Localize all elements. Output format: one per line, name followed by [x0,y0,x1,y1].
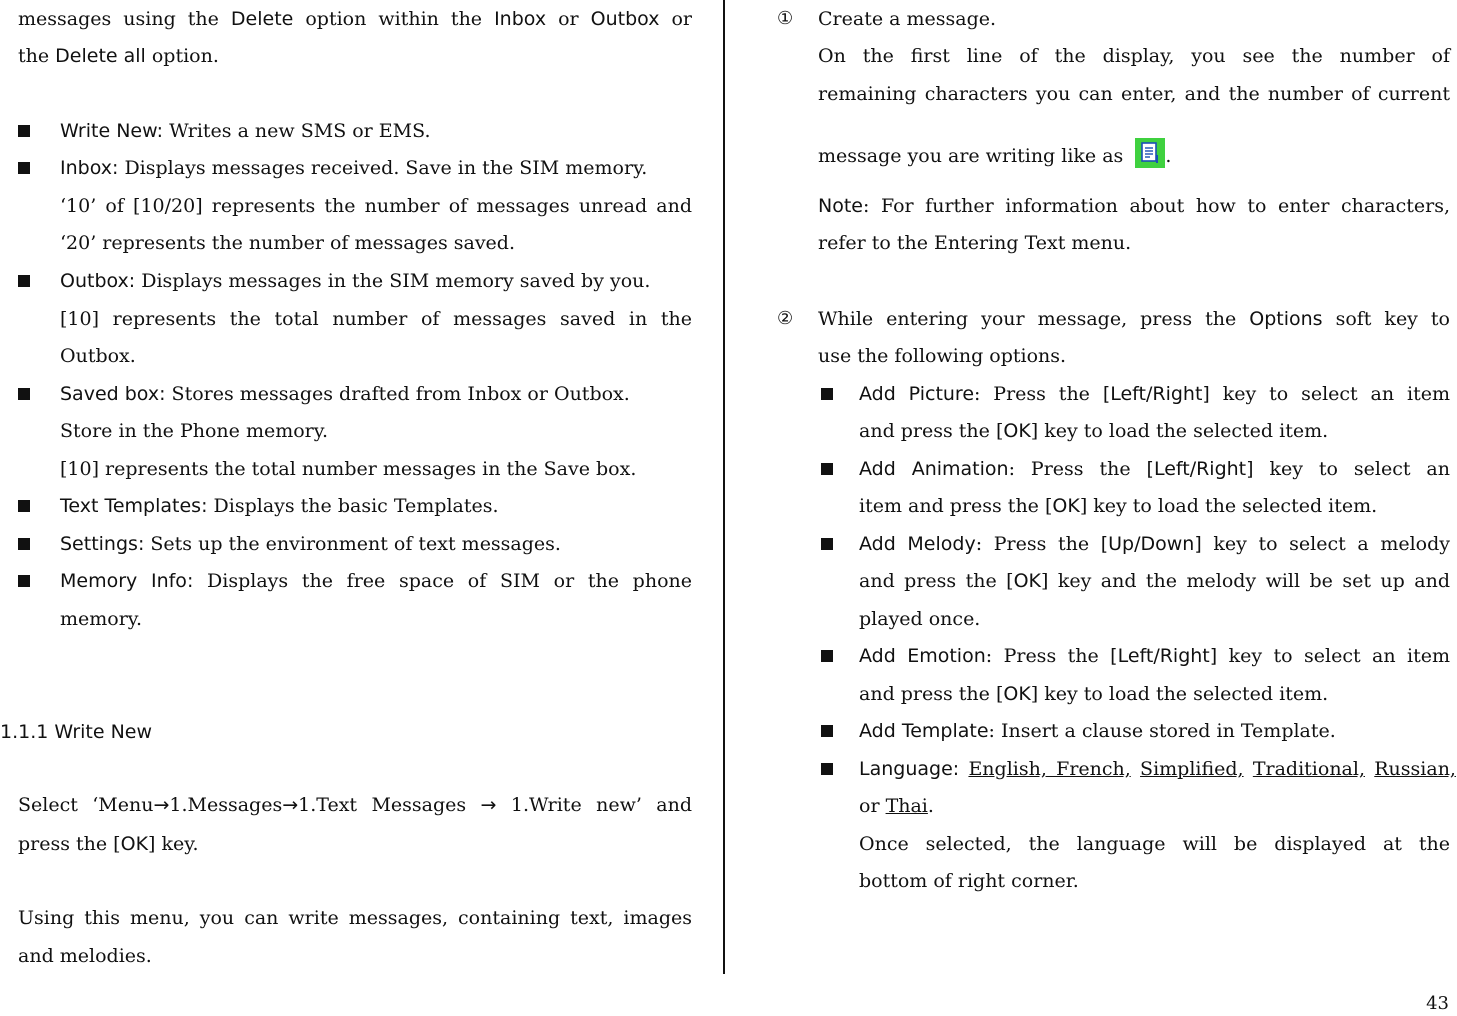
option-text: and press the [ [859,570,1014,592]
item-desc: Writes a new SMS or EMS. [169,120,431,142]
step2-line2: use the following options. [818,345,1067,367]
item-outbox [60,269,650,293]
step1-line3: remaining characters you can enter, and the number of current [818,83,1450,105]
option-term: Add Emotion [859,645,986,667]
step2-text: soft key to [1322,308,1450,330]
item-sep: : [112,157,125,179]
option-text: : Press the [975,533,1101,555]
bullet-icon [18,575,30,587]
page-number: 43 [1426,993,1449,1014]
key-label: [Left/Right] [1102,383,1210,405]
bullet-icon [18,500,30,512]
select-line-1 [18,793,692,817]
arrow-icon: → [480,794,497,816]
item-sep: : [156,120,170,142]
option-add-emotion-l2 [859,682,1328,706]
inbox-term: Inbox [494,8,547,30]
step2-line1 [818,307,1450,331]
bullet-icon [821,463,833,475]
select-text: 1.Write new’ and [496,794,692,816]
option-add-melody-l3: played once. [859,608,981,630]
select-text: 1.Messages [169,794,283,816]
item-sep: : [159,383,172,405]
option-language-once-1: Once selected, the language will be displayed at the [859,833,1450,855]
item-sep: : [128,270,142,292]
option-term: Add Animation [859,458,1009,480]
option-text: : Press the [985,645,1111,667]
option-term: Add Picture [859,383,975,405]
step1-line1: Create a message. [818,8,997,30]
select-line-2 [18,832,199,856]
arrow-icon: → [282,794,299,816]
item-term: Inbox [60,157,112,179]
item-desc: Displays messages in the SIM memory saved by you. [141,270,651,292]
option-add-picture [859,382,1450,406]
select-text: press the [ [18,833,121,855]
ok-key: OK [120,833,149,855]
option-language-l2 [859,794,934,818]
item-term: Text Templates [60,495,202,517]
ok-key: OK [1003,420,1031,442]
option-text: : Press the [1008,458,1147,480]
item-inbox-sub: ‘10’ of [10/20] represents the number of messages unread and [60,195,692,217]
option-sep: : [952,758,969,780]
option-text: and press the [ [859,683,1004,705]
item-saved-box-sub: [10] represents the total number messages in the Save box. [60,458,637,480]
note-line-1 [818,194,1450,218]
note-text: : For further information about how to enter characters, [862,195,1450,217]
item-term: Memory Info [60,570,187,592]
column-divider [723,0,725,974]
item-inbox-sub: ‘20’ represents the number of messages saved. [60,232,515,254]
using-line-2: and melodies. [18,945,152,967]
option-text: : Insert a clause stored in Template. [988,720,1336,742]
bullet-icon [821,725,833,737]
select-text: Select ‘Menu [18,794,154,816]
item-memory-info-sub: memory. [60,608,143,630]
key-label: [Up/Down] [1100,533,1202,555]
item-desc: Sets up the environment of text messages. [150,533,561,555]
item-saved-box [60,382,630,406]
option-add-emotion [859,644,1450,668]
option-term: Add Template [859,720,989,742]
select-text: ] key. [148,833,199,855]
language-traditional: Traditional, [1252,758,1365,780]
step-marker-1: ① [777,8,794,29]
step1-line4 [818,138,1171,168]
item-sep: : [186,570,208,592]
option-language [859,757,1456,781]
item-outbox-sub: [10] represents the total number of messages saved in the [60,308,692,330]
option-text: key to select an item [1217,645,1450,667]
option-term: Add Melody [859,533,976,555]
bullet-icon [821,763,833,775]
section-heading: 1.1.1 Write New [0,721,153,743]
option-add-melody-l2 [859,569,1450,593]
options-key: Options [1249,308,1323,330]
key-label: [Left/Right] [1110,645,1218,667]
option-text: key to select a melody [1201,533,1450,555]
item-write-new [60,119,431,143]
item-text-templates [60,494,499,518]
item-saved-box-sub: Store in the Phone memory. [60,420,328,442]
option-add-animation-l2 [859,494,1377,518]
language-russian: Russian, [1374,758,1456,780]
option-add-melody [859,532,1450,556]
option-term: Language [859,758,953,780]
arrow-icon: → [153,794,170,816]
item-term: Settings [60,533,138,555]
intro-text: the [18,45,56,67]
delete-term: Delete [230,8,294,30]
option-add-picture-l2 [859,419,1328,443]
item-desc: Displays messages received. Save in the SIM memory. [124,157,648,179]
option-text: ] key to load the selected item. [1030,420,1329,442]
bullet-icon [821,538,833,550]
delete-all-term: Delete all [55,45,146,67]
intro-text: option. [145,45,219,67]
option-text: ] key to load the selected item. [1030,683,1329,705]
step-marker-2: ② [777,308,794,329]
option-text: key to select an item [1209,383,1450,405]
item-desc: Displays the free space of SIM or the phone [207,570,692,592]
item-memory-info [60,569,692,593]
option-text: . [927,795,934,817]
message-counter-icon [1135,138,1165,168]
language-thai: Thai [885,795,928,817]
step1-text: . [1165,145,1172,167]
bullet-icon [821,388,833,400]
ok-key: OK [1003,683,1031,705]
note-line-2: refer to the Entering Text menu. [818,232,1132,254]
item-term: Saved box [60,383,160,405]
bullet-icon [18,275,30,287]
option-text: ] key to load the selected item. [1079,495,1378,517]
bullet-icon [18,125,30,137]
bullet-icon [18,388,30,400]
using-line-1: Using this menu, you can write messages, containing text, images [18,907,692,929]
note-label: Note [818,195,863,217]
option-text: item and press the [ [859,495,1053,517]
item-term: Outbox [60,270,129,292]
option-add-template [859,719,1336,743]
step2-text: While entering your message, press the [818,308,1250,330]
key-label: [Left/Right] [1146,458,1254,480]
bullet-icon [821,650,833,662]
item-sep: : [137,533,151,555]
item-desc: Stores messages drafted from Inbox or Outbox. [171,383,630,405]
option-text: and press the [ [859,420,1004,442]
select-text: 1.Text Messages [298,794,481,816]
ok-key: OK [1052,495,1080,517]
intro-line-1 [18,7,692,31]
intro-text: messages using the [18,8,231,30]
item-sep: : [201,495,214,517]
item-term: Write New [60,120,157,142]
step1-text: message you are writing like as [818,145,1130,167]
intro-text: or [659,8,692,30]
step1-line2: On the first line of the display, you see the number of [818,45,1450,67]
language-english-french: English, French, [968,758,1131,780]
option-text: ] key and the melody will be set up and [1040,570,1450,592]
item-settings [60,532,561,556]
item-outbox-sub: Outbox. [60,345,136,367]
ok-key: OK [1013,570,1041,592]
intro-line-2 [18,44,219,68]
option-add-animation [859,457,1450,481]
bullet-icon [18,538,30,550]
intro-text: option within the [293,8,495,30]
language-simplified: Simplified, [1140,758,1244,780]
outbox-term: Outbox [590,8,660,30]
item-inbox [60,156,647,180]
option-text: : Press the [974,383,1103,405]
intro-text: or [546,8,591,30]
item-desc: Displays the basic Templates. [213,495,499,517]
option-language-once-2: bottom of right corner. [859,870,1079,892]
option-text: key to select an [1253,458,1450,480]
option-text: or [859,795,886,817]
bullet-icon [18,162,30,174]
